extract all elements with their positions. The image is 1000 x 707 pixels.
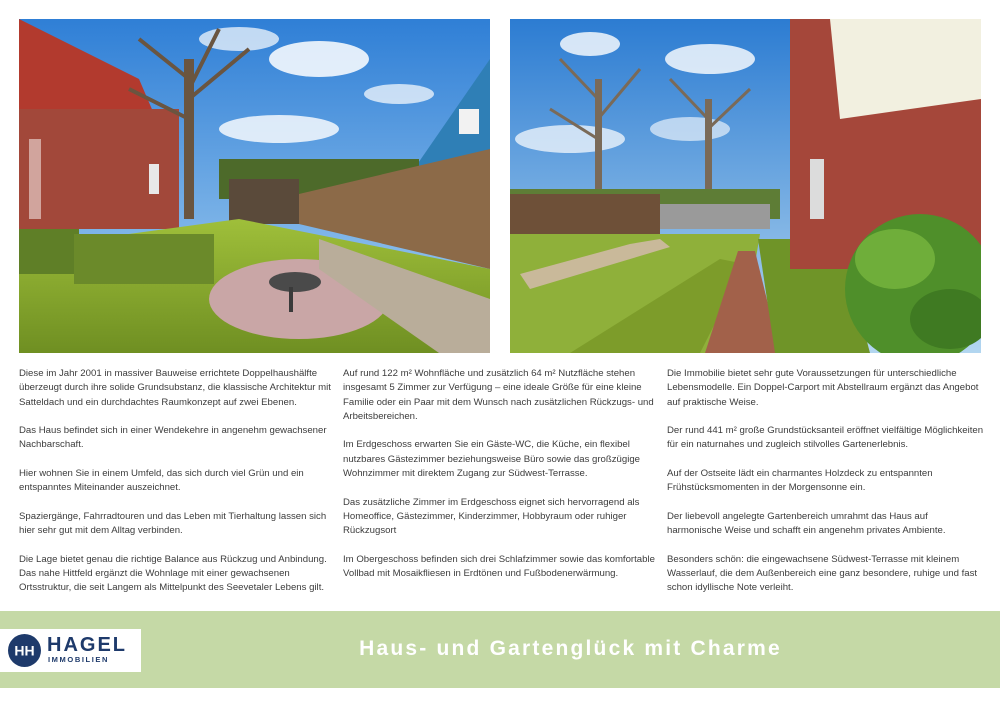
garden-path-photo bbox=[510, 19, 981, 353]
paragraph: Der liebevoll angelegte Gartenbereich umrahmt das Haus auf harmonische Weise und schafft ein angenehm privates Ambiente. bbox=[667, 510, 946, 537]
footer-banner bbox=[0, 611, 1000, 688]
paragraph: Im Erdgeschoss erwarten Sie ein Gäste-WC, die Küche, ein flexibel nutzbares Gästezimmer beziehungsweise Büro sowie das großzügige Wohnzimmer mit direktem Zugang zur Südwest-Terrasse. bbox=[343, 439, 641, 480]
description-column-3 bbox=[667, 367, 985, 610]
description-column-2 bbox=[343, 367, 661, 596]
paragraph: Die Immobilie bietet sehr gute Voraussetzungen für unterschiedliche Lebensmodelle. Ein Doppel-Carport mit Abstellraum ergänzt das Angebot auf praktische Weise. bbox=[667, 368, 979, 408]
brand-logo bbox=[0, 629, 141, 672]
brand-name: HAGEL bbox=[47, 634, 127, 656]
paragraph: Die Lage bietet genau die richtige Balance aus Rückzug und Anbindung. Das nahe Hittfeld ergänzt die Wohnlage mit einer gewachsenen Ortsstruktur, die seit Langem als Mittelpunkt des Seevetaler Lebens gilt. bbox=[19, 553, 327, 594]
paragraph: Hier wohnen Sie in einem Umfeld, das sich durch viel Grün und ein entspanntes Miteinander auszeichnet. bbox=[19, 468, 304, 494]
description-column-1 bbox=[19, 367, 337, 610]
paragraph: Der rund 441 m² große Grundstücksanteil eröffnet vielfältige Möglichkeiten für ein naturnahes und zugleich stilvolles Gartenerlebnis. bbox=[667, 425, 984, 451]
paragraph: Diese im Jahr 2001 in massiver Bauweise errichtete Doppelhaushälfte überzeugt durch ihre solide Grundsubstanz, die klassische Architektur mit Satteldach und ein durchdachtes Raumkonzept auf zwei Ebenen. bbox=[19, 368, 331, 408]
paragraph: Spaziergänge, Fahrradtouren und das Leben mit Tierhaltung lassen sich hier sehr gut mit dem Alltag verbinden. bbox=[19, 510, 327, 537]
paragraph: Im Obergeschoss befinden sich drei Schlafzimmer sowie das komfortable Vollbad mit Mosaikfliesen in Erdtönen und Fußbodenerwärmung. bbox=[343, 553, 655, 580]
brand-tagline: IMMOBILIEN bbox=[48, 655, 109, 664]
logo-monogram: HH bbox=[14, 642, 35, 659]
garden-with-fire-pit-photo bbox=[19, 19, 490, 353]
paragraph: Auf der Ostseite lädt ein charmantes Holzdeck zu entspannten Frühstücksmomenten in der Morgensonne ein. bbox=[667, 468, 933, 494]
paragraph: Auf rund 122 m² Wohnfläche und zusätzlich 64 m² Nutzfläche stehen insgesamt 5 Zimmer zur Verfügung – eine ideale Größe für eine kleine Familie oder ein Paar mit dem Wunsch nach zusätzlichen Rückzugs- und Arbeitsbereichen. bbox=[343, 368, 654, 422]
hagel-logo-icon bbox=[8, 634, 41, 667]
paragraph: Besonders schön: die eingewachsene Südwest-Terrasse mit kleinem Wasserlauf, die dem Außenbereich eine ganz besondere, ruhige und fast schon idyllische Note verleiht. bbox=[667, 553, 978, 594]
paragraph: Das Haus befindet sich in einer Wendekehre in angenehm gewachsener Nachbarschaft. bbox=[19, 425, 327, 451]
paragraph: Das zusätzliche Zimmer im Erdgeschoss eignet sich hervorragend als Homeoffice, Gästezimmer, Kinderzimmer, Hobbyraum oder ruhiger Rückzugsort bbox=[343, 496, 640, 537]
banner-title: Haus- und Gartenglück mit Charme bbox=[359, 637, 782, 660]
